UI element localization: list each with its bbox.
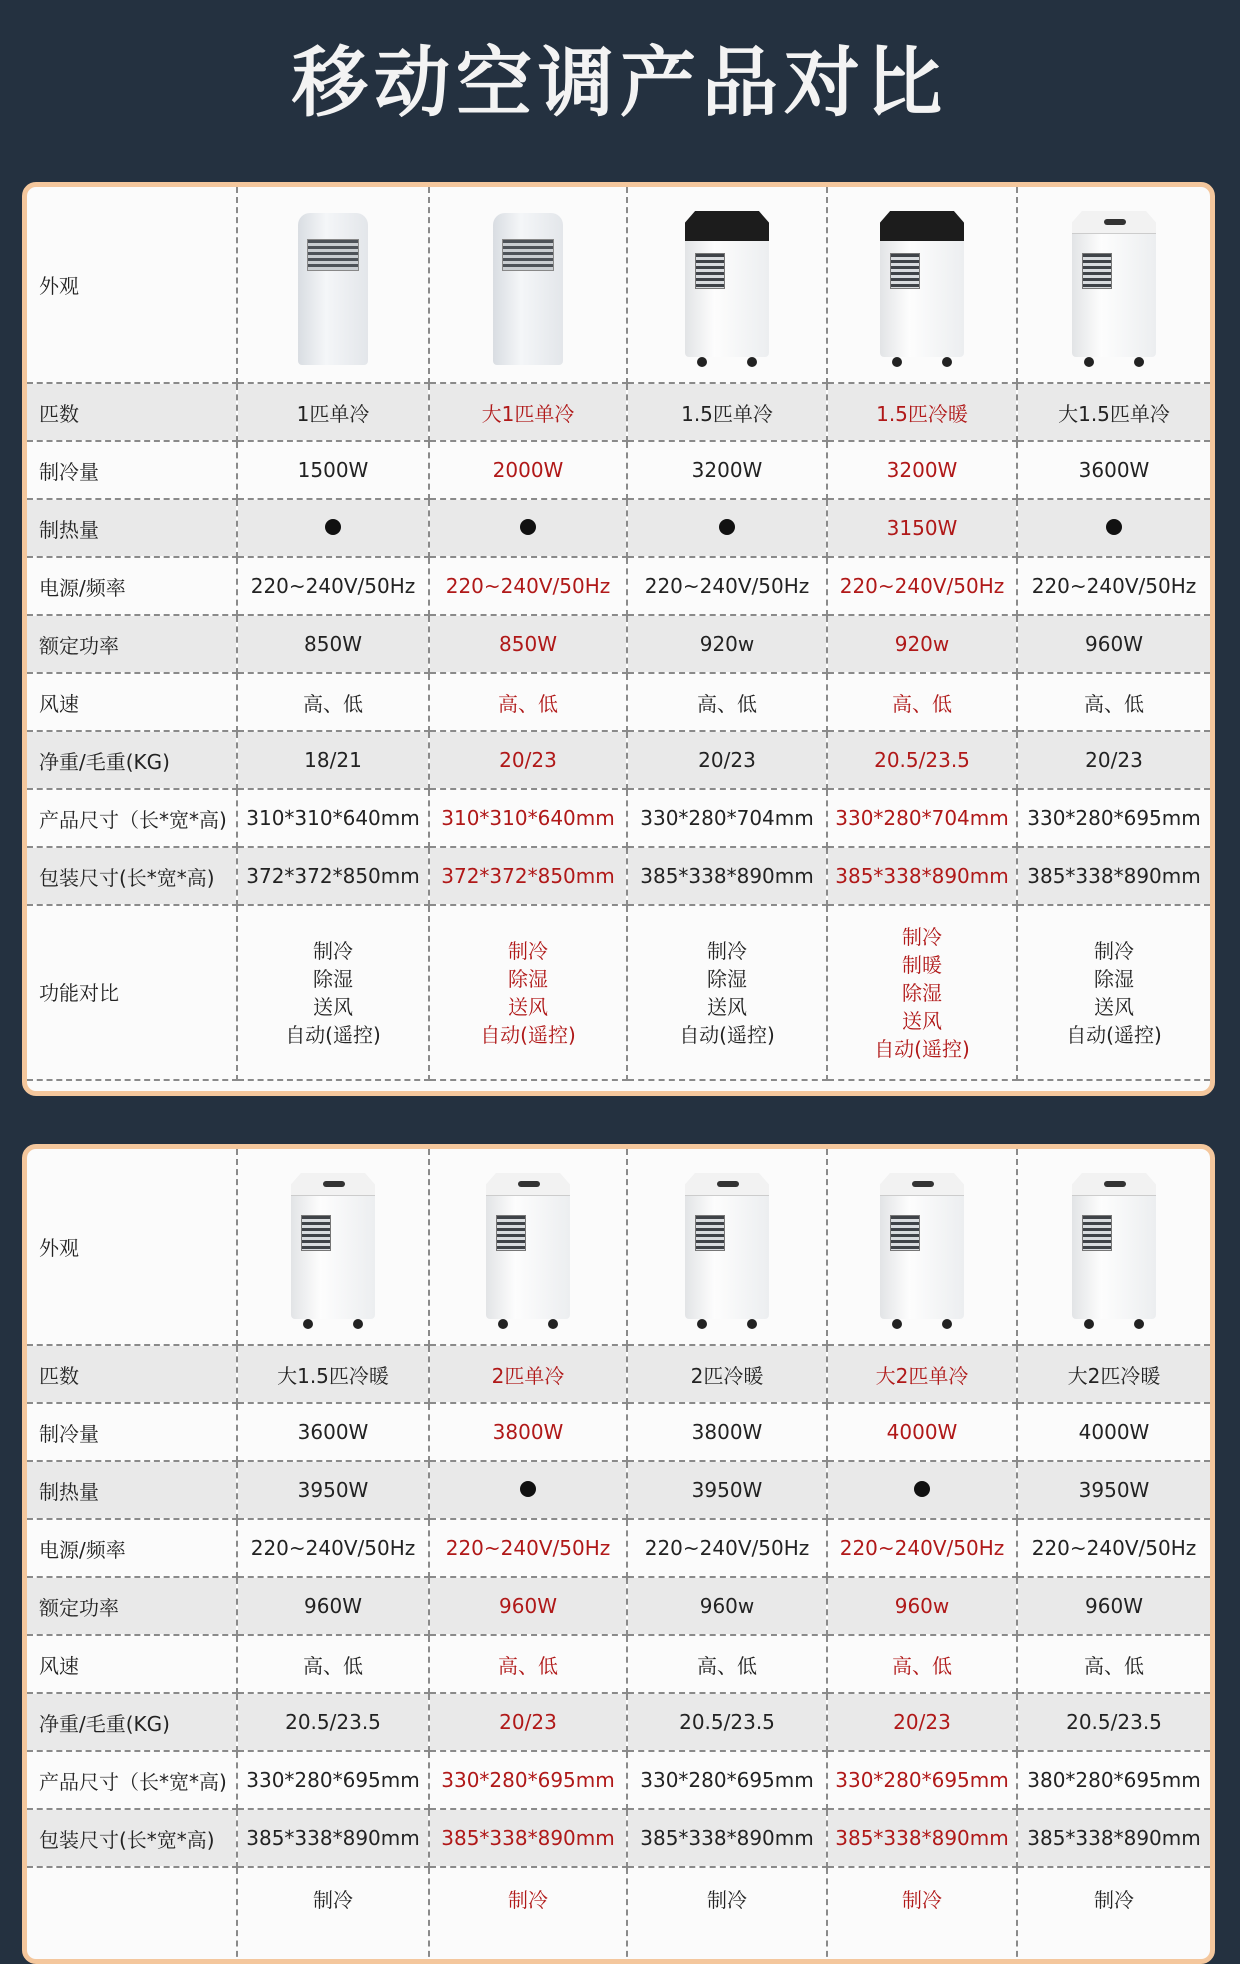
table-cell: 2匹单冷 <box>429 1345 627 1403</box>
row-label-capacity: 匹数 <box>27 1345 237 1403</box>
table-cell: 850W <box>429 615 627 673</box>
function-item: 制冷 <box>902 924 942 949</box>
function-item: 送风 <box>508 994 548 1019</box>
page-title: 移动空调产品对比 <box>292 38 948 127</box>
product-image <box>237 1149 429 1345</box>
function-item: 自动(遥控) <box>679 1022 775 1047</box>
table-cell: 3950W <box>1017 1461 1210 1519</box>
function-item: 制冷 <box>707 938 747 963</box>
product-image <box>1017 1149 1210 1345</box>
table-cell <box>827 1461 1017 1519</box>
rated-power-row <box>27 615 1210 673</box>
table-cell: 380*280*695mm <box>1017 1751 1210 1809</box>
table-cell: 220~240V/50Hz <box>627 1519 827 1577</box>
table-cell: 20.5/23.5 <box>627 1693 827 1751</box>
table-cell: 高、低 <box>1017 673 1210 731</box>
row-label-power-supply: 电源/频率 <box>27 557 237 615</box>
row-label-weight: 净重/毛重(KG) <box>27 731 237 789</box>
not-applicable-dot <box>325 519 341 535</box>
row-label-power-supply: 电源/频率 <box>27 1519 237 1577</box>
table-cell: 高、低 <box>237 1635 429 1693</box>
row-label-cooling: 制冷量 <box>27 1403 237 1461</box>
row-label-rated-power: 额定功率 <box>27 615 237 673</box>
table-cell: 220~240V/50Hz <box>237 557 429 615</box>
table-cell: 3950W <box>627 1461 827 1519</box>
function-item: 制冷 <box>1094 938 1134 963</box>
table-cell: 310*310*640mm <box>429 789 627 847</box>
package-row <box>27 1809 1210 1867</box>
table-cell: 高、低 <box>827 673 1017 731</box>
table-cell: 850W <box>237 615 429 673</box>
functions-cell <box>1017 1867 1210 1964</box>
table-cell: 330*280*704mm <box>827 789 1017 847</box>
power-supply-row <box>27 1519 1210 1577</box>
table-cell: 385*338*890mm <box>237 1809 429 1867</box>
table-cell: 385*338*890mm <box>429 1809 627 1867</box>
table-cell: 2000W <box>429 441 627 499</box>
cooling-row <box>27 1403 1210 1461</box>
table-cell <box>627 499 827 557</box>
table-cell: 960W <box>429 1577 627 1635</box>
table-cell: 3600W <box>237 1403 429 1461</box>
table-cell: 920w <box>627 615 827 673</box>
row-label-appearance: 外观 <box>27 187 237 383</box>
functions-row <box>27 905 1210 1080</box>
product-image <box>429 187 627 383</box>
table-cell: 220~240V/50Hz <box>1017 557 1210 615</box>
row-label-wind-speed: 风速 <box>27 673 237 731</box>
table-cell: 920w <box>827 615 1017 673</box>
table-cell: 2匹冷暖 <box>627 1345 827 1403</box>
table-cell: 大2匹冷暖 <box>1017 1345 1210 1403</box>
function-item: 制暖 <box>902 952 942 977</box>
table-cell: 220~240V/50Hz <box>429 1519 627 1577</box>
table-cell: 3800W <box>429 1403 627 1461</box>
table-cell: 960w <box>627 1577 827 1635</box>
product-image <box>1017 187 1210 383</box>
table-cell: 220~240V/50Hz <box>827 557 1017 615</box>
table-cell: 20/23 <box>1017 731 1210 789</box>
table-cell: 330*280*695mm <box>827 1751 1017 1809</box>
table-cell: 20/23 <box>827 1693 1017 1751</box>
row-label-cooling: 制冷量 <box>27 441 237 499</box>
capacity-row <box>27 1345 1210 1403</box>
table-cell: 372*372*850mm <box>429 847 627 905</box>
row-label-capacity: 匹数 <box>27 383 237 441</box>
table-cell: 大1匹单冷 <box>429 383 627 441</box>
table-cell: 18/21 <box>237 731 429 789</box>
row-label-size: 产品尺寸（长*宽*高) <box>27 1751 237 1809</box>
table-cell: 3200W <box>827 441 1017 499</box>
table-cell: 960W <box>1017 615 1210 673</box>
function-item: 自动(遥控) <box>1066 1022 1162 1047</box>
table-cell: 385*338*890mm <box>827 847 1017 905</box>
power-supply-row <box>27 557 1210 615</box>
table-cell: 3600W <box>1017 441 1210 499</box>
function-item: 送风 <box>707 994 747 1019</box>
product-image <box>827 187 1017 383</box>
table-cell: 385*338*890mm <box>827 1809 1017 1867</box>
table-cell: 385*338*890mm <box>1017 1809 1210 1867</box>
size-row <box>27 789 1210 847</box>
table-cell: 960W <box>1017 1577 1210 1635</box>
package-row <box>27 847 1210 905</box>
table-cell: 大1.5匹冷暖 <box>237 1345 429 1403</box>
functions-cell <box>237 905 429 1080</box>
table-cell: 大2匹单冷 <box>827 1345 1017 1403</box>
table-cell: 385*338*890mm <box>627 847 827 905</box>
functions-cell <box>237 1867 429 1964</box>
appearance-row <box>27 187 1210 383</box>
heating-row <box>27 499 1210 557</box>
product-image <box>827 1149 1017 1345</box>
cooling-row <box>27 441 1210 499</box>
table-cell: 4000W <box>1017 1403 1210 1461</box>
table-cell <box>237 499 429 557</box>
not-applicable-dot <box>520 519 536 535</box>
row-label-size: 产品尺寸（长*宽*高) <box>27 789 237 847</box>
table-cell: 220~240V/50Hz <box>237 1519 429 1577</box>
not-applicable-dot <box>1106 519 1122 535</box>
table-cell: 大1.5匹单冷 <box>1017 383 1210 441</box>
function-item: 制冷 <box>707 1888 747 1912</box>
not-applicable-dot <box>520 1481 536 1497</box>
product-image <box>627 187 827 383</box>
row-label-appearance: 外观 <box>27 1149 237 1345</box>
functions-cell <box>1017 905 1210 1080</box>
function-item: 制冷 <box>508 938 548 963</box>
functions-cell <box>827 1867 1017 1964</box>
function-item: 自动(遥控) <box>874 1036 970 1061</box>
table-cell: 385*338*890mm <box>1017 847 1210 905</box>
functions-cell <box>429 1867 627 1964</box>
table-cell: 20/23 <box>627 731 827 789</box>
table-cell: 3950W <box>237 1461 429 1519</box>
table-cell: 385*338*890mm <box>627 1809 827 1867</box>
capacity-row <box>27 383 1210 441</box>
table-cell: 330*280*695mm <box>237 1751 429 1809</box>
table-cell: 220~240V/50Hz <box>827 1519 1017 1577</box>
weight-row <box>27 1693 1210 1751</box>
table-cell: 3150W <box>827 499 1017 557</box>
table-cell: 372*372*850mm <box>237 847 429 905</box>
comparison-table-1 <box>22 182 1215 1096</box>
function-item: 除湿 <box>707 966 747 991</box>
function-item: 自动(遥控) <box>285 1022 381 1047</box>
table-cell: 960W <box>237 1577 429 1635</box>
row-label-package: 包装尺寸(长*宽*高) <box>27 847 237 905</box>
comparison-table-2 <box>22 1144 1215 1964</box>
function-item: 制冷 <box>902 1888 942 1912</box>
function-item: 制冷 <box>313 938 353 963</box>
table-cell: 高、低 <box>237 673 429 731</box>
table-cell: 20/23 <box>429 1693 627 1751</box>
table-cell <box>429 1461 627 1519</box>
table-cell: 330*280*695mm <box>429 1751 627 1809</box>
table-cell: 20.5/23.5 <box>827 731 1017 789</box>
row-label-weight: 净重/毛重(KG) <box>27 1693 237 1751</box>
product-image <box>429 1149 627 1345</box>
table-cell: 4000W <box>827 1403 1017 1461</box>
row-label-rated-power: 额定功率 <box>27 1577 237 1635</box>
function-item: 制冷 <box>508 1888 548 1912</box>
table-cell: 310*310*640mm <box>237 789 429 847</box>
functions-row <box>27 1867 1210 1964</box>
not-applicable-dot <box>914 1481 930 1497</box>
functions-cell <box>627 1867 827 1964</box>
table-cell: 高、低 <box>1017 1635 1210 1693</box>
functions-cell <box>627 905 827 1080</box>
appearance-row <box>27 1149 1210 1345</box>
wind-speed-row <box>27 673 1210 731</box>
rated-power-row <box>27 1577 1210 1635</box>
table-cell: 20/23 <box>429 731 627 789</box>
table-cell: 高、低 <box>627 1635 827 1693</box>
function-item: 制冷 <box>1094 1888 1134 1912</box>
table-cell: 20.5/23.5 <box>237 1693 429 1751</box>
function-item: 送风 <box>313 994 353 1019</box>
table-cell: 330*280*695mm <box>1017 789 1210 847</box>
table-cell: 高、低 <box>429 1635 627 1693</box>
function-item: 制冷 <box>313 1888 353 1912</box>
function-item: 除湿 <box>1094 966 1134 991</box>
row-label-functions: 功能对比 <box>27 905 237 1080</box>
function-item: 除湿 <box>313 966 353 991</box>
table-cell: 330*280*704mm <box>627 789 827 847</box>
table-cell: 960w <box>827 1577 1017 1635</box>
function-item: 送风 <box>1094 994 1134 1019</box>
function-item: 送风 <box>902 1008 942 1033</box>
size-row <box>27 1751 1210 1809</box>
wind-speed-row <box>27 1635 1210 1693</box>
product-image <box>627 1149 827 1345</box>
weight-row <box>27 731 1210 789</box>
table-cell: 1匹单冷 <box>237 383 429 441</box>
table-cell: 220~240V/50Hz <box>1017 1519 1210 1577</box>
row-label-wind-speed: 风速 <box>27 1635 237 1693</box>
table-cell: 高、低 <box>429 673 627 731</box>
table-cell: 高、低 <box>627 673 827 731</box>
table-cell: 220~240V/50Hz <box>627 557 827 615</box>
row-label-functions-partial <box>27 1867 237 1964</box>
row-label-heating: 制热量 <box>27 1461 237 1519</box>
table-cell: 20.5/23.5 <box>1017 1693 1210 1751</box>
not-applicable-dot <box>719 519 735 535</box>
table-cell <box>1017 499 1210 557</box>
table-cell: 220~240V/50Hz <box>429 557 627 615</box>
row-label-package: 包装尺寸(长*宽*高) <box>27 1809 237 1867</box>
row-label-heating: 制热量 <box>27 499 237 557</box>
table-cell: 330*280*695mm <box>627 1751 827 1809</box>
heating-row <box>27 1461 1210 1519</box>
table-cell: 3200W <box>627 441 827 499</box>
functions-cell <box>429 905 627 1080</box>
function-item: 自动(遥控) <box>480 1022 576 1047</box>
table-cell: 1.5匹冷暖 <box>827 383 1017 441</box>
table-cell: 1500W <box>237 441 429 499</box>
function-item: 除湿 <box>902 980 942 1005</box>
table-cell: 1.5匹单冷 <box>627 383 827 441</box>
function-item: 除湿 <box>508 966 548 991</box>
table-cell: 3800W <box>627 1403 827 1461</box>
functions-cell <box>827 905 1017 1080</box>
product-image <box>237 187 429 383</box>
table-cell <box>429 499 627 557</box>
table-cell: 高、低 <box>827 1635 1017 1693</box>
